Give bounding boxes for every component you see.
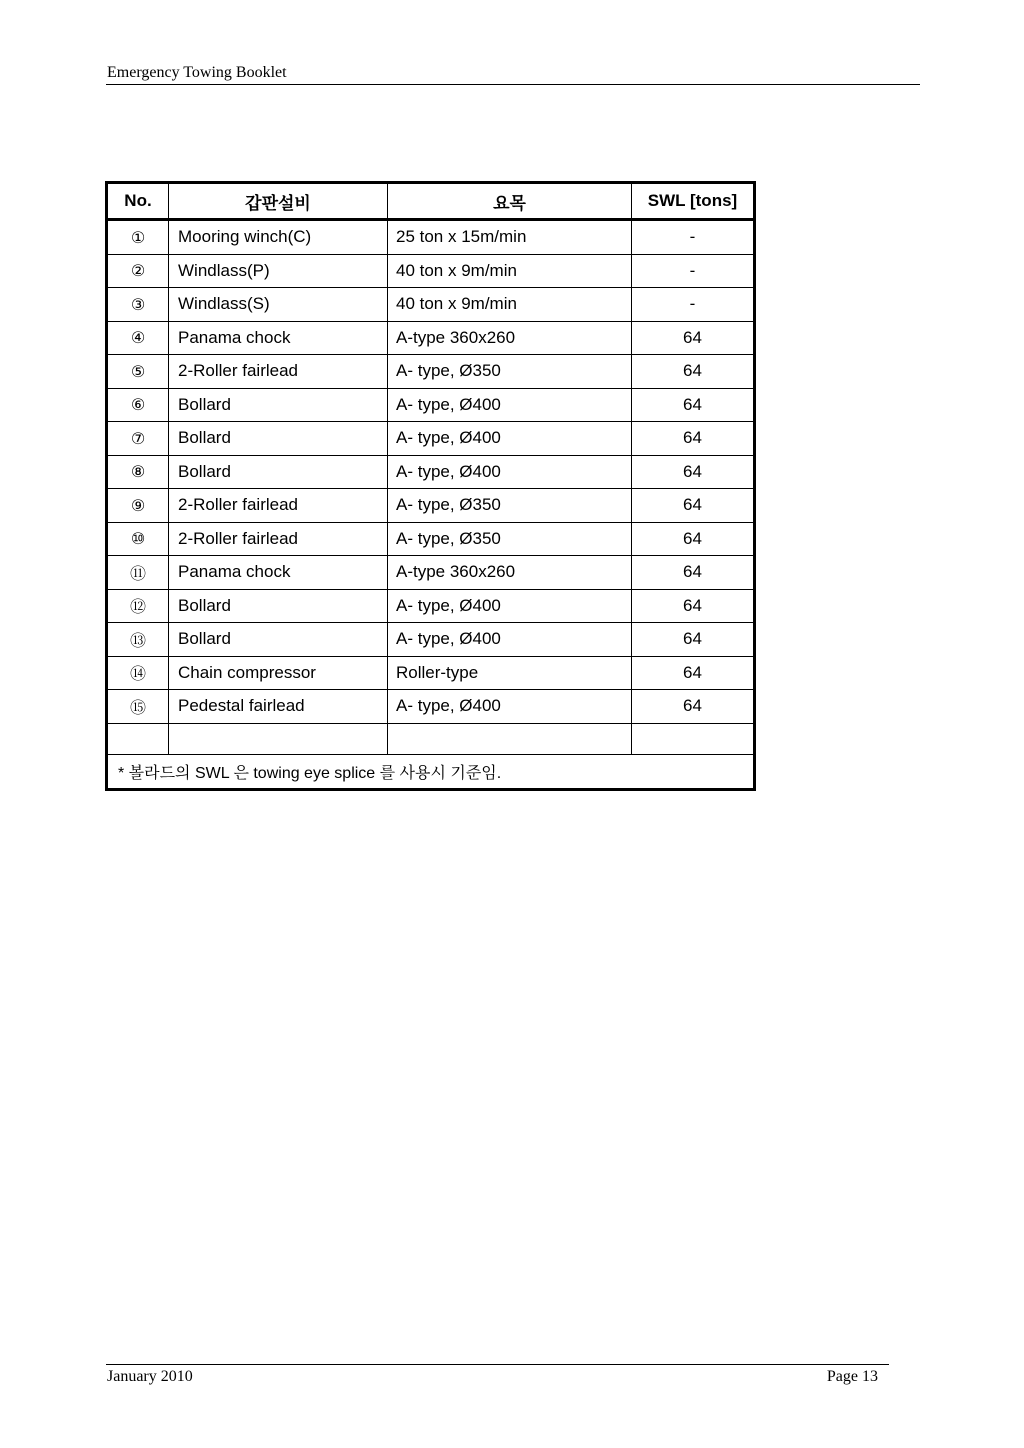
equipment-spec: A- type, Ø400 xyxy=(388,623,632,657)
table-row xyxy=(107,455,755,489)
table-row xyxy=(107,288,755,322)
row-number: ⑬ xyxy=(107,623,169,657)
table-row xyxy=(107,623,755,657)
page-header xyxy=(106,62,920,85)
swl-value: 64 xyxy=(632,623,755,657)
row-number: ⑤ xyxy=(107,355,169,389)
table-row xyxy=(107,656,755,690)
column-header-equipment: 갑판설비 xyxy=(169,183,388,220)
swl-value: - xyxy=(632,254,755,288)
equipment-name: Windlass(S) xyxy=(169,288,388,322)
equipment-spec: A- type, Ø350 xyxy=(388,355,632,389)
equipment-name: Bollard xyxy=(169,388,388,422)
equipment-spec: Roller-type xyxy=(388,656,632,690)
swl-value: 64 xyxy=(632,656,755,690)
equipment-spec: 40 ton x 9m/min xyxy=(388,288,632,322)
row-number: ⑫ xyxy=(107,589,169,623)
equipment-name: Bollard xyxy=(169,455,388,489)
swl-value: - xyxy=(632,288,755,322)
swl-value: 64 xyxy=(632,355,755,389)
equipment-name: Bollard xyxy=(169,589,388,623)
empty-cell xyxy=(169,723,388,754)
row-number: ⑩ xyxy=(107,522,169,556)
equipment-name: 2-Roller fairlead xyxy=(169,489,388,523)
equipment-name: Mooring winch(C) xyxy=(169,220,388,255)
row-number: ② xyxy=(107,254,169,288)
equipment-spec: A-type 360x260 xyxy=(388,556,632,590)
row-number: ⑦ xyxy=(107,422,169,456)
table-row xyxy=(107,422,755,456)
empty-cell xyxy=(632,723,755,754)
swl-value: 64 xyxy=(632,455,755,489)
equipment-spec: 25 ton x 15m/min xyxy=(388,220,632,255)
page-footer xyxy=(106,1364,889,1389)
table-row xyxy=(107,489,755,523)
table-row xyxy=(107,690,755,724)
swl-value: - xyxy=(632,220,755,255)
table-note: * 볼라드의 SWL 은 towing eye splice 를 사용시 기준임. xyxy=(107,754,755,789)
equipment-name: Chain compressor xyxy=(169,656,388,690)
equipment-spec: A- type, Ø400 xyxy=(388,690,632,724)
equipment-spec: A- type, Ø350 xyxy=(388,522,632,556)
deck-equipment-table xyxy=(105,181,756,791)
column-header-no: No. xyxy=(107,183,169,220)
equipment-name: Pedestal fairlead xyxy=(169,690,388,724)
table-row xyxy=(107,321,755,355)
table-row xyxy=(107,388,755,422)
equipment-name: Panama chock xyxy=(169,556,388,590)
row-number: ⑮ xyxy=(107,690,169,724)
row-number: ⑥ xyxy=(107,388,169,422)
equipment-spec: A- type, Ø400 xyxy=(388,388,632,422)
row-number: ⑪ xyxy=(107,556,169,590)
document-title: Emergency Towing Booklet xyxy=(107,64,287,81)
empty-table-row xyxy=(107,723,755,754)
empty-cell xyxy=(107,723,169,754)
equipment-name: Panama chock xyxy=(169,321,388,355)
table-row xyxy=(107,220,755,255)
column-header-spec: 요목 xyxy=(388,183,632,220)
column-header-swl: SWL [tons] xyxy=(632,183,755,220)
table-header-row xyxy=(107,183,755,220)
equipment-spec: 40 ton x 9m/min xyxy=(388,254,632,288)
equipment-spec: A- type, Ø400 xyxy=(388,422,632,456)
table-row xyxy=(107,589,755,623)
empty-cell xyxy=(388,723,632,754)
row-number: ③ xyxy=(107,288,169,322)
row-number: ④ xyxy=(107,321,169,355)
page-number: Page 13 xyxy=(826,1368,878,1385)
equipment-name: 2-Roller fairlead xyxy=(169,522,388,556)
equipment-spec: A- type, Ø350 xyxy=(388,489,632,523)
swl-value: 64 xyxy=(632,589,755,623)
equipment-spec: A- type, Ø400 xyxy=(388,589,632,623)
row-number: ① xyxy=(107,220,169,255)
note-row xyxy=(107,754,755,789)
swl-value: 64 xyxy=(632,489,755,523)
equipment-name: Bollard xyxy=(169,623,388,657)
row-number: ⑭ xyxy=(107,656,169,690)
table-row xyxy=(107,355,755,389)
swl-value: 64 xyxy=(632,388,755,422)
swl-value: 64 xyxy=(632,690,755,724)
row-number: ⑨ xyxy=(107,489,169,523)
swl-value: 64 xyxy=(632,556,755,590)
equipment-name: 2-Roller fairlead xyxy=(169,355,388,389)
equipment-name: Windlass(P) xyxy=(169,254,388,288)
swl-value: 64 xyxy=(632,522,755,556)
row-number: ⑧ xyxy=(107,455,169,489)
equipment-spec: A-type 360x260 xyxy=(388,321,632,355)
equipment-spec: A- type, Ø400 xyxy=(388,455,632,489)
equipment-name: Bollard xyxy=(169,422,388,456)
swl-value: 64 xyxy=(632,422,755,456)
swl-value: 64 xyxy=(632,321,755,355)
table-row xyxy=(107,556,755,590)
table-row xyxy=(107,254,755,288)
footer-date: January 2010 xyxy=(107,1368,193,1385)
table-row xyxy=(107,522,755,556)
